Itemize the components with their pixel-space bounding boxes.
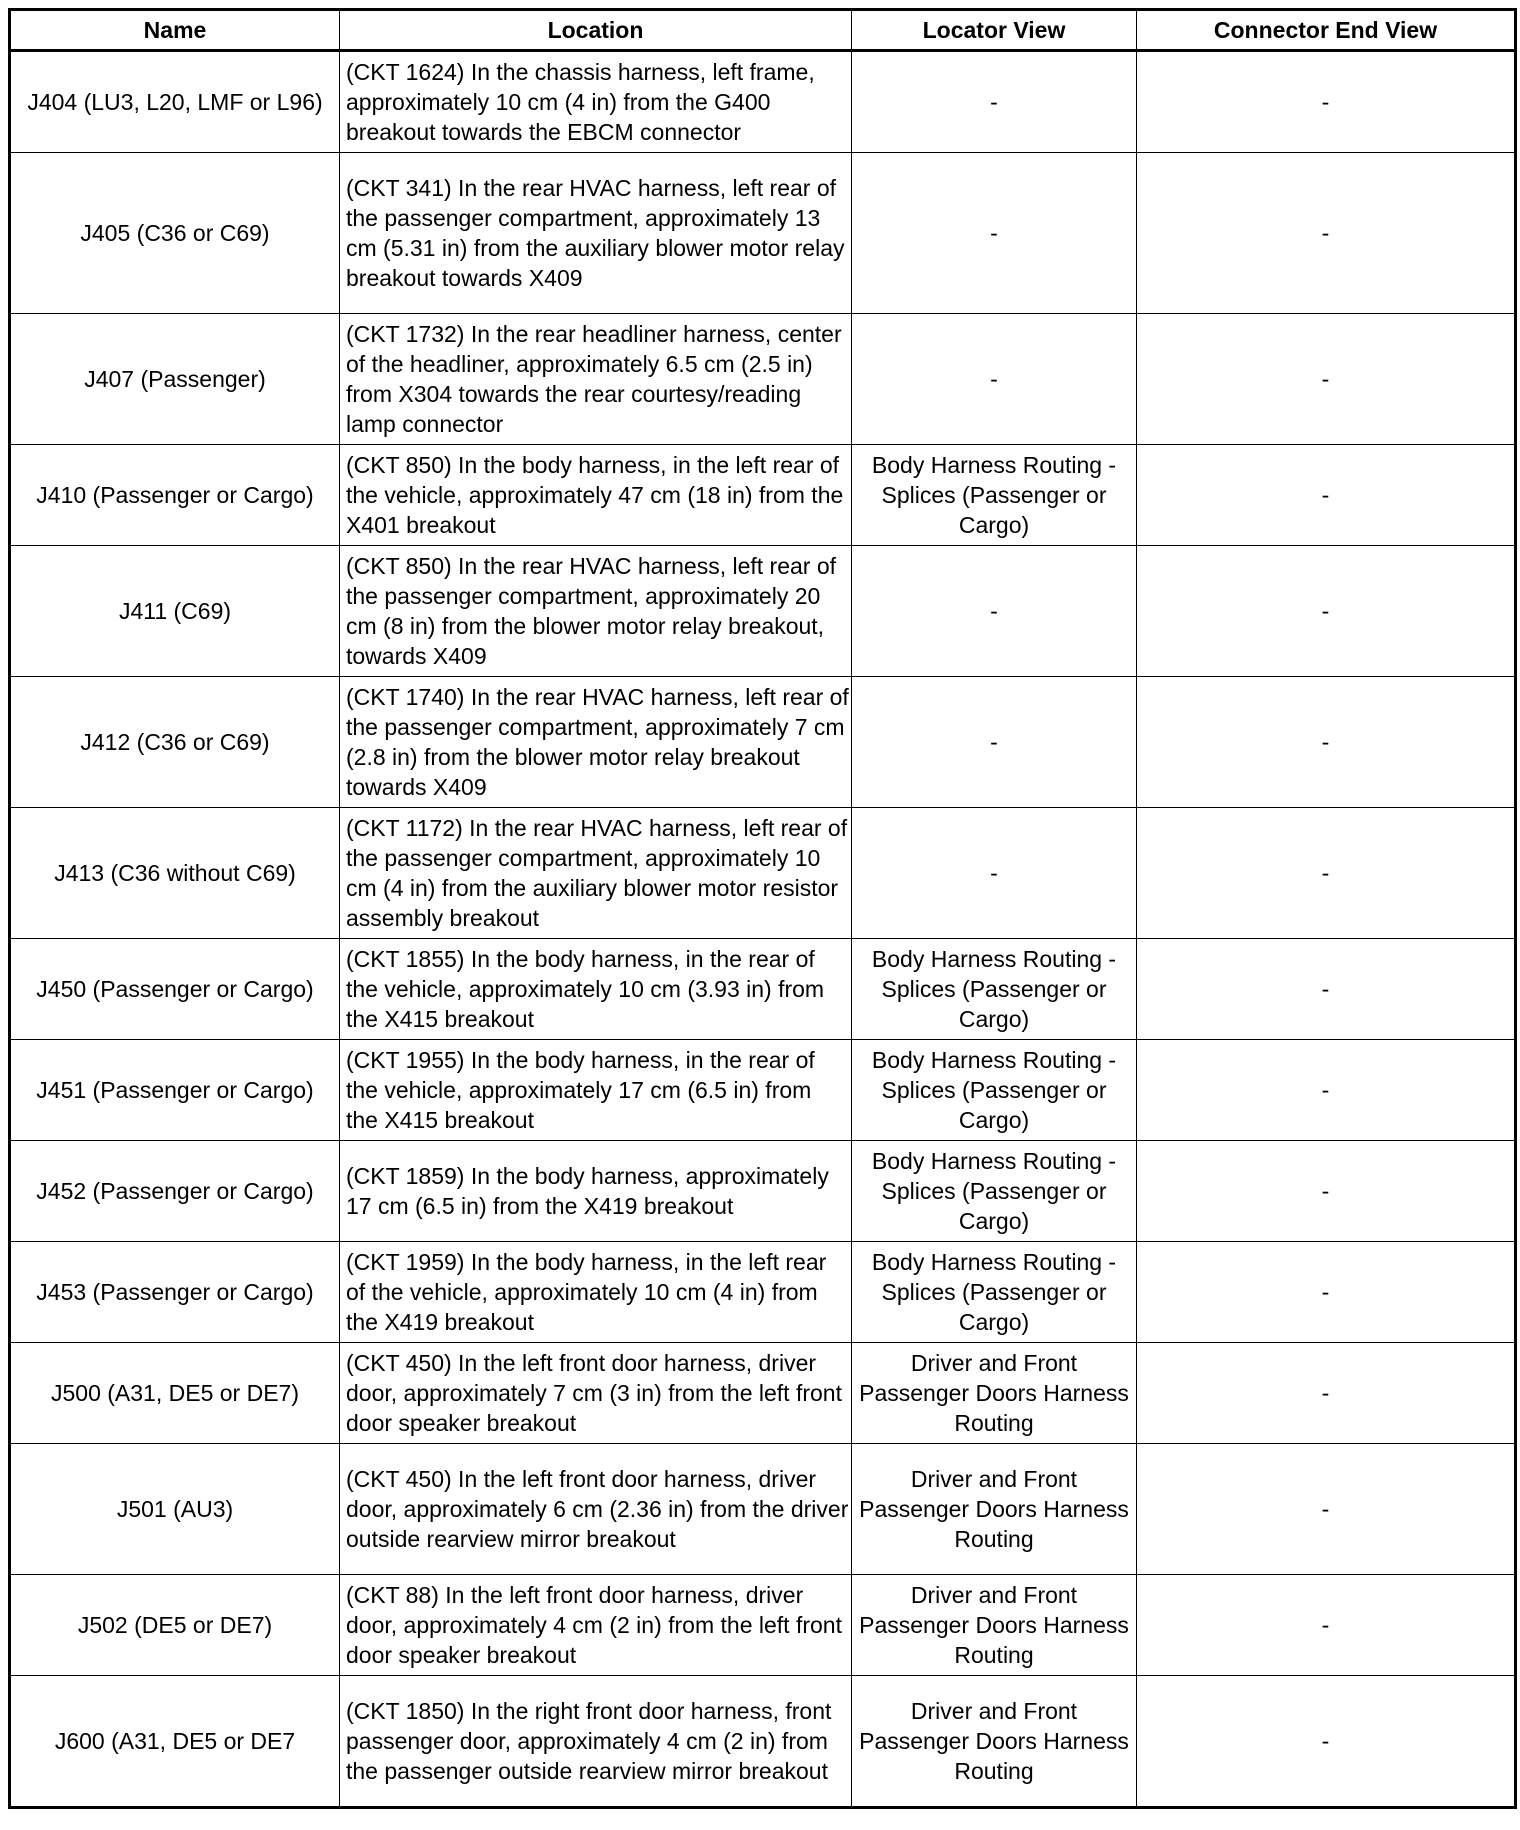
table-row — [10, 1676, 1516, 1808]
cell-locator-view: - — [852, 808, 1137, 939]
header-name: Name — [10, 10, 340, 51]
table-row — [10, 677, 1516, 808]
cell-locator-view[interactable]: Body Harness Routing - Splices (Passenger or Cargo) — [852, 445, 1137, 546]
cell-locator-view[interactable]: Body Harness Routing - Splices (Passenger or Cargo) — [852, 1141, 1137, 1242]
cell-location: (CKT 1859) In the body harness, approximately 17 cm (6.5 in) from the X419 breakout — [340, 1141, 852, 1242]
cell-connector-end-view: - — [1137, 808, 1516, 939]
cell-connector-end-view: - — [1137, 1444, 1516, 1575]
cell-name: J451 (Passenger or Cargo) — [10, 1040, 340, 1141]
cell-locator-view: - — [852, 51, 1137, 153]
cell-connector-end-view: - — [1137, 153, 1516, 314]
cell-name: J413 (C36 without C69) — [10, 808, 340, 939]
table-row — [10, 1575, 1516, 1676]
cell-location: (CKT 450) In the left front door harness, driver door, approximately 6 cm (2.36 in) from the driver outside rearview mirror breakout — [340, 1444, 852, 1575]
cell-locator-view[interactable]: Body Harness Routing - Splices (Passenger or Cargo) — [852, 1040, 1137, 1141]
cell-location: (CKT 850) In the rear HVAC harness, left rear of the passenger compartment, approximately 20 cm (8 in) from the blower motor relay breakout, towards X409 — [340, 546, 852, 677]
cell-location: (CKT 341) In the rear HVAC harness, left rear of the passenger compartment, approximately 13 cm (5.31 in) from the auxiliary blower motor relay breakout towards X409 — [340, 153, 852, 314]
cell-connector-end-view: - — [1137, 1242, 1516, 1343]
cell-name: J405 (C36 or C69) — [10, 153, 340, 314]
table-row — [10, 939, 1516, 1040]
cell-name: J411 (C69) — [10, 546, 340, 677]
cell-connector-end-view: - — [1137, 1141, 1516, 1242]
cell-locator-view[interactable]: Driver and Front Passenger Doors Harness Routing — [852, 1575, 1137, 1676]
table-row — [10, 51, 1516, 153]
cell-name: J407 (Passenger) — [10, 314, 340, 445]
cell-connector-end-view: - — [1137, 51, 1516, 153]
cell-connector-end-view: - — [1137, 939, 1516, 1040]
cell-name: J404 (LU3, L20, LMF or L96) — [10, 51, 340, 153]
header-connector-end-view: Connector End View — [1137, 10, 1516, 51]
header-location: Location — [340, 10, 852, 51]
cell-locator-view: - — [852, 153, 1137, 314]
table-row — [10, 445, 1516, 546]
cell-name: J600 (A31, DE5 or DE7 — [10, 1676, 340, 1808]
cell-connector-end-view: - — [1137, 1343, 1516, 1444]
cell-location: (CKT 88) In the left front door harness, driver door, approximately 4 cm (2 in) from the left front door speaker breakout — [340, 1575, 852, 1676]
cell-locator-view[interactable]: Driver and Front Passenger Doors Harness Routing — [852, 1444, 1137, 1575]
cell-name: J453 (Passenger or Cargo) — [10, 1242, 340, 1343]
cell-location: (CKT 1172) In the rear HVAC harness, left rear of the passenger compartment, approximately 10 cm (4 in) from the auxiliary blower motor resistor assembly breakout — [340, 808, 852, 939]
table-header-row — [10, 10, 1516, 51]
cell-location: (CKT 1959) In the body harness, in the left rear of the vehicle, approximately 10 cm (4 in) from the X419 breakout — [340, 1242, 852, 1343]
cell-connector-end-view: - — [1137, 677, 1516, 808]
cell-location: (CKT 850) In the body harness, in the left rear of the vehicle, approximately 47 cm (18 in) from the X401 breakout — [340, 445, 852, 546]
cell-name: J502 (DE5 or DE7) — [10, 1575, 340, 1676]
table-row — [10, 1141, 1516, 1242]
cell-locator-view[interactable]: Body Harness Routing - Splices (Passenger or Cargo) — [852, 939, 1137, 1040]
table-row — [10, 808, 1516, 939]
cell-location: (CKT 1732) In the rear headliner harness, center of the headliner, approximately 6.5 cm (2.5 in) from X304 towards the rear courtesy/reading lamp connector — [340, 314, 852, 445]
cell-locator-view[interactable]: Driver and Front Passenger Doors Harness Routing — [852, 1343, 1137, 1444]
cell-locator-view[interactable]: Driver and Front Passenger Doors Harness Routing — [852, 1676, 1137, 1808]
table-row — [10, 1242, 1516, 1343]
table-row — [10, 1040, 1516, 1141]
cell-name: J452 (Passenger or Cargo) — [10, 1141, 340, 1242]
cell-location: (CKT 1850) In the right front door harness, front passenger door, approximately 4 cm (2 in) from the passenger outside rearview mirror breakout — [340, 1676, 852, 1808]
cell-location: (CKT 1955) In the body harness, in the rear of the vehicle, approximately 17 cm (6.5 in) from the X415 breakout — [340, 1040, 852, 1141]
cell-location: (CKT 450) In the left front door harness, driver door, approximately 7 cm (3 in) from the left front door speaker breakout — [340, 1343, 852, 1444]
cell-name: J501 (AU3) — [10, 1444, 340, 1575]
table-row — [10, 1444, 1516, 1575]
cell-location: (CKT 1855) In the body harness, in the rear of the vehicle, approximately 10 cm (3.93 in) from the X415 breakout — [340, 939, 852, 1040]
cell-connector-end-view: - — [1137, 1040, 1516, 1141]
cell-locator-view: - — [852, 314, 1137, 445]
cell-connector-end-view: - — [1137, 445, 1516, 546]
cell-connector-end-view: - — [1137, 1676, 1516, 1808]
cell-name: J500 (A31, DE5 or DE7) — [10, 1343, 340, 1444]
cell-connector-end-view: - — [1137, 546, 1516, 677]
splice-location-table — [8, 8, 1517, 1809]
cell-locator-view: - — [852, 677, 1137, 808]
cell-location: (CKT 1740) In the rear HVAC harness, left rear of the passenger compartment, approximately 7 cm (2.8 in) from the blower motor relay breakout towards X409 — [340, 677, 852, 808]
cell-connector-end-view: - — [1137, 314, 1516, 445]
cell-location: (CKT 1624) In the chassis harness, left frame, approximately 10 cm (4 in) from the G400 breakout towards the EBCM connector — [340, 51, 852, 153]
document-page — [8, 8, 1514, 1809]
header-locator-view: Locator View — [852, 10, 1137, 51]
cell-name: J410 (Passenger or Cargo) — [10, 445, 340, 546]
cell-name: J412 (C36 or C69) — [10, 677, 340, 808]
table-row — [10, 1343, 1516, 1444]
table-row — [10, 314, 1516, 445]
table-row — [10, 153, 1516, 314]
cell-name: J450 (Passenger or Cargo) — [10, 939, 340, 1040]
cell-connector-end-view: - — [1137, 1575, 1516, 1676]
cell-locator-view[interactable]: Body Harness Routing - Splices (Passenger or Cargo) — [852, 1242, 1137, 1343]
table-row — [10, 546, 1516, 677]
cell-locator-view: - — [852, 546, 1137, 677]
